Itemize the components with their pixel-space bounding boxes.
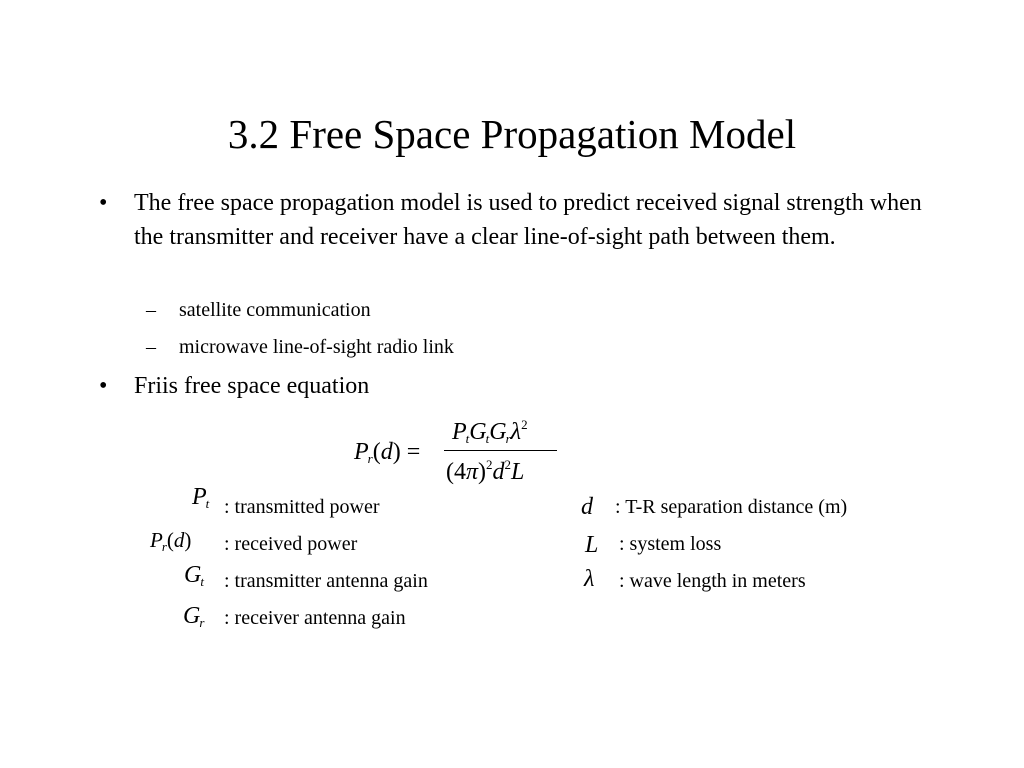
- symbol-lambda: λ: [584, 566, 595, 592]
- equation-lhs: $P_r(d)$ =: [354, 439, 421, 466]
- definition-gt: : transmitter antenna gain: [224, 570, 428, 592]
- symbol-prd: $P_r(d)$: [150, 528, 192, 554]
- definition-gr: : receiver antenna gain: [224, 607, 406, 629]
- symbol-gt: $G_t$: [184, 562, 204, 589]
- sub-item-text: microwave line-of-sight radio link: [179, 336, 454, 358]
- definition-lambda: : wave length in meters: [619, 570, 806, 592]
- sub-bullet-marker: –: [146, 299, 156, 321]
- bullet-text: The free space propagation model is used to predict received signal strength when the transmitter and receiver have a clear line-of-sight path between them.: [134, 190, 922, 250]
- definition-d: : T-R separation distance (m): [615, 496, 848, 518]
- definition-prd: : received power: [224, 533, 358, 555]
- bullet-marker: •: [99, 190, 108, 216]
- slide-title: 3.2 Free Space Propagation Model: [227, 111, 797, 157]
- symbol-gr: $G_r$: [183, 603, 205, 630]
- definition-pt: : transmitted power: [224, 496, 380, 518]
- equation-denominator: $(4\pi)^2d^2L$: [446, 457, 525, 485]
- fraction-bar: [444, 450, 557, 451]
- sub-bullet-marker: –: [146, 336, 156, 358]
- bullet-marker: •: [99, 373, 108, 399]
- sub-item-text: satellite communication: [179, 299, 371, 321]
- definition-l: : system loss: [619, 533, 722, 555]
- symbol-d: d: [581, 494, 593, 520]
- symbol-pt: $P_t$: [192, 484, 210, 511]
- symbol-l: L: [585, 532, 599, 558]
- equation-numerator: $P_tG_tG_r\lambda^2$: [452, 417, 528, 446]
- bullet-text: Friis free space equation: [134, 373, 370, 399]
